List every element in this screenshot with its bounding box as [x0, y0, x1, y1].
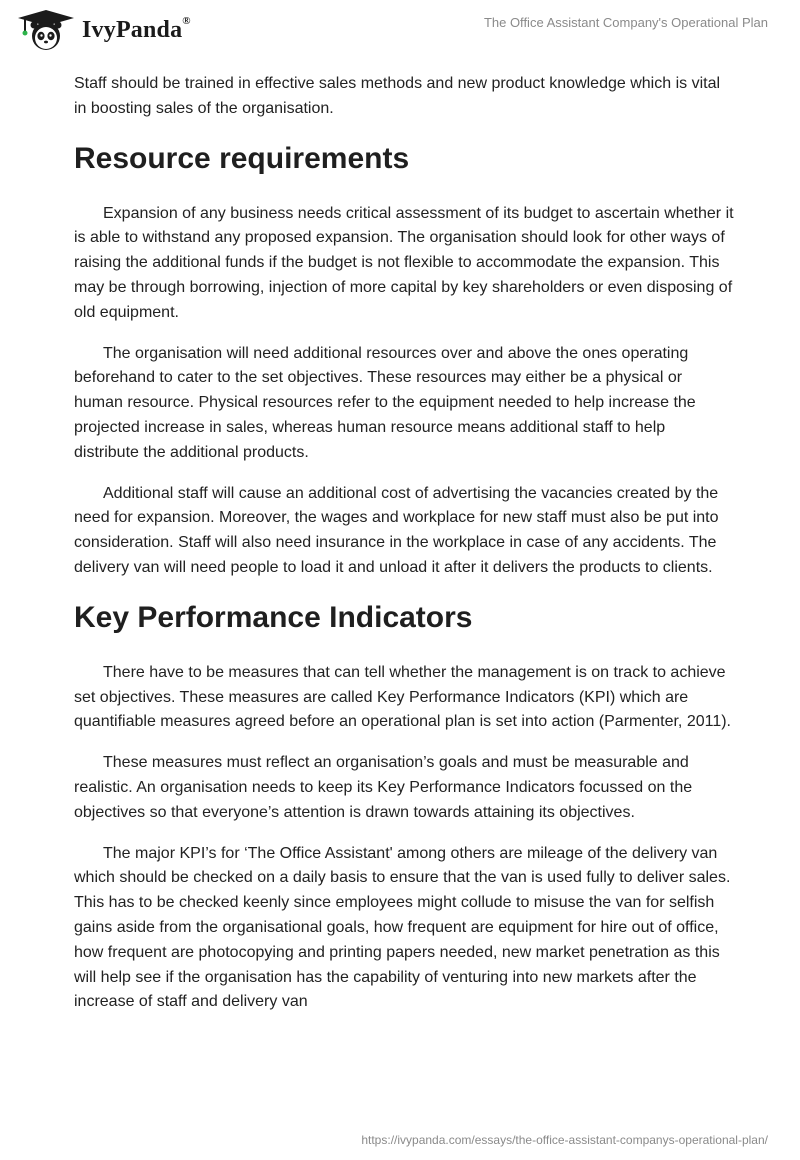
- paragraph-training: Staff should be trained in effective sales methods and new product knowledge which is vital in boosting sales of the organisation.: [74, 75, 721, 117]
- ivypanda-logo[interactable]: [16, 8, 191, 52]
- document-title: The Office Assistant Company's Operational Plan: [483, 15, 768, 30]
- page-header: [0, 0, 800, 70]
- heading-key-performance-indicators: Key Performance Indicators: [74, 600, 473, 634]
- paragraph-major-kpis: The major KPI’s for ‘The Office Assistant' among others are mileage of the delivery van which should be checked on a daily basis to ensure that the van is used fully to deliver sales. This has to be checked keenly since employees might collude to misuse the van for selfish gains aside from the organisational goals, how frequent are equipment for hire out of office, how frequent are photocopying and printing papers needed, new market penetration as this will help see if the organisation has the capability of venturing into new markets after the increase of staff and delivery van: [74, 844, 731, 1011]
- panda-graduate-icon: [16, 8, 76, 52]
- paragraph-kpi-definition: There have to be measures that can tell whether the management is on track to achieve set objectives. These measures are called Key Performance Indicators (KPI) which are quantifiable measures agreed before an operational plan is set into action (Parmenter, 2011).: [74, 663, 731, 731]
- heading-resource-requirements: Resource requirements: [74, 141, 410, 175]
- logo-text: IvyPanda®: [82, 14, 191, 43]
- paragraph-additional-staff: Additional staff will cause an additional cost of advertising the vacancies created by the need for expansion. Moreover, the wages and workplace for new staff must also be put into consideration. Staff will also need insurance in the workplace in case of any accidents. The delivery van will need people to load it and unload it after it delivers the products to clients.: [74, 484, 719, 576]
- paragraph-additional-resources: The organisation will need additional resources over and above the ones operating beforehand to cater to the set objectives. These resources may either be a physical or human resource. Physical resources refer to the equipment needed to help increase the projected increase in sales, whereas human resource means additional staff to help distribute the additional products.: [74, 344, 696, 461]
- paragraph-budget: Expansion of any business needs critical assessment of its budget to ascertain whether it is able to withstand any proposed expansion. The organisation should look for other ways of raising the additional funds if the budget is not flexible to accommodate the expansion. This may be through borrowing, injection of more capital by key shareholders or even disposing of old equipment.: [74, 204, 734, 321]
- essay-body: [74, 72, 734, 1031]
- source-url[interactable]: https://ivypanda.com/essays/the-office-assistant-companys-operational-plan/: [361, 1133, 768, 1147]
- paragraph-kpi-goals: These measures must reflect an organisation’s goals and must be measurable and realistic. An organisation needs to keep its Key Performance Indicators focussed on the objectives so that everyone’s attention is drawn towards attaining its objectives.: [74, 754, 693, 821]
